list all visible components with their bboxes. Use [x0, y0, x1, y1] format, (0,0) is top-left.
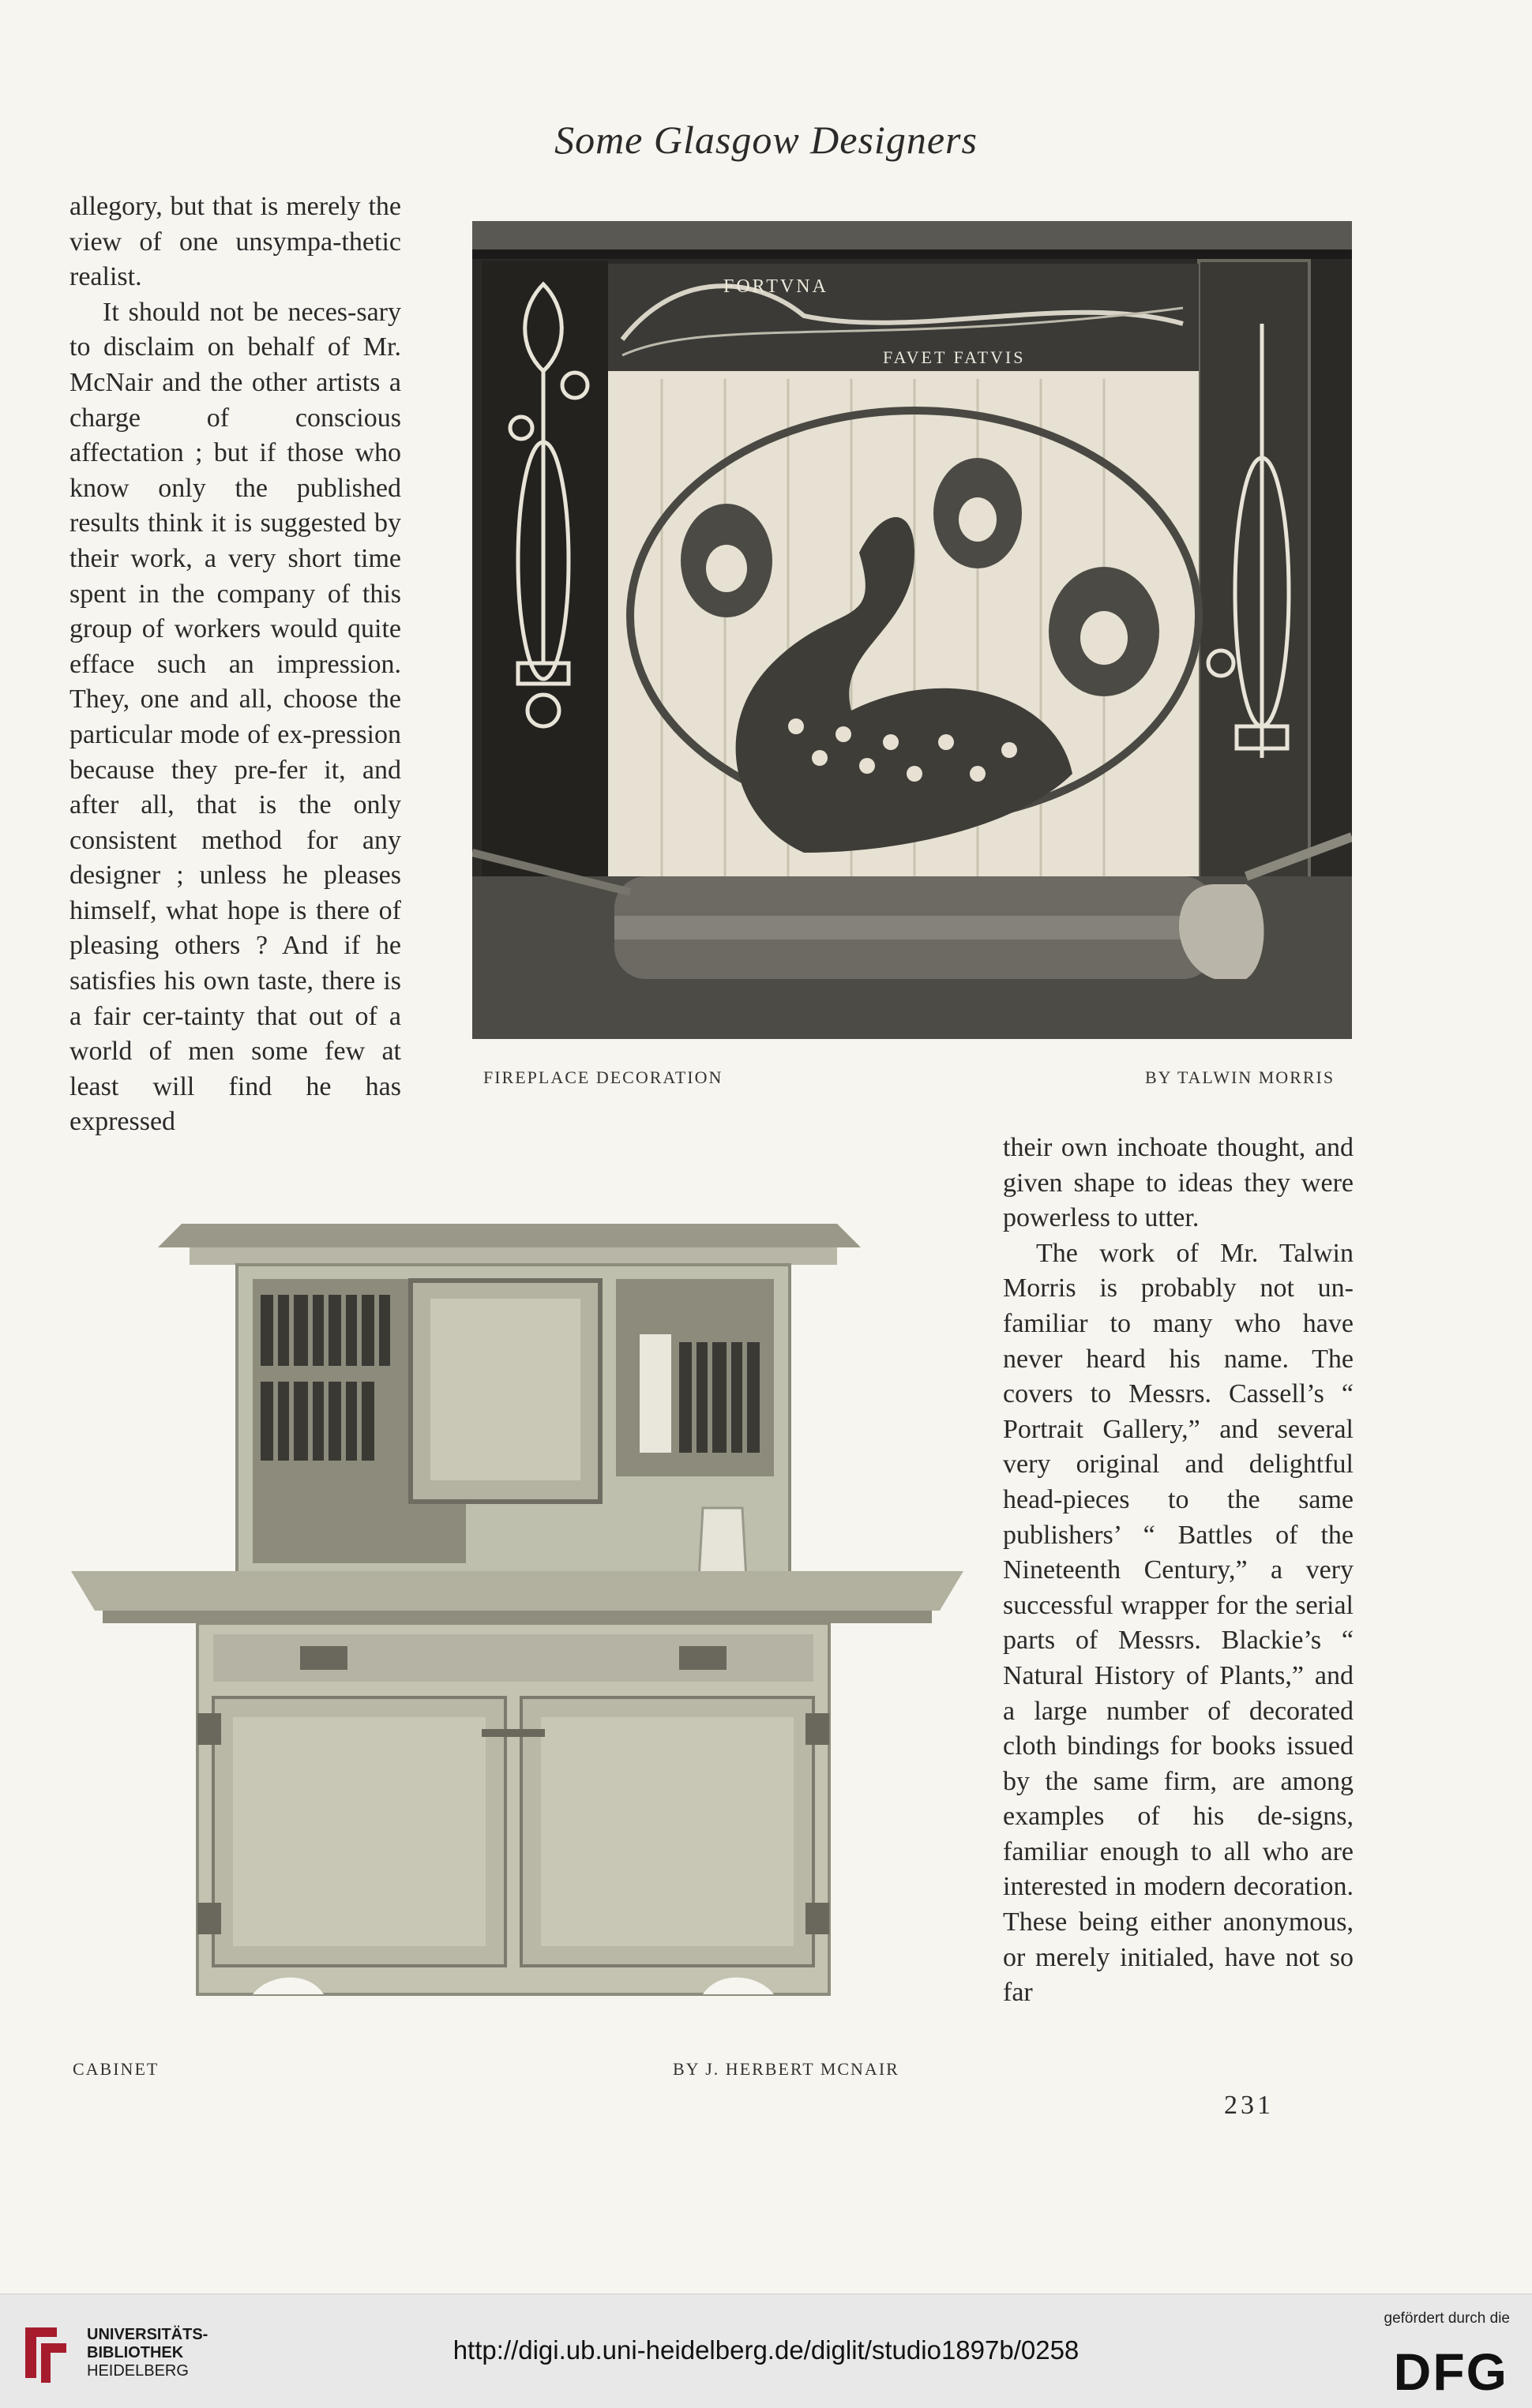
fireplace-decoration-photo — [472, 221, 1352, 1039]
paragraph: their own inchoate thought, and given shape to ideas they were powerless to utter. — [1003, 1133, 1354, 1233]
fireplace-caption-title: FIREPLACE DECORATION — [483, 1067, 723, 1087]
cabinet-caption-credit: BY J. HERBERT MCNAIR — [673, 2059, 899, 2079]
fireplace-caption-credit: BY TALWIN MORRIS — [1145, 1067, 1335, 1087]
library-name-line-2: BIBLIOTHEK — [87, 2344, 184, 2361]
permalink-url[interactable]: http://digi.ub.uni-heidelberg.de/diglit/studio1897b/0258 — [452, 2335, 1080, 2365]
left-text-column — [69, 189, 401, 1140]
cabinet-caption-title: CABINET — [73, 2059, 160, 2079]
library-name-line-3: HEIDELBERG — [87, 2362, 189, 2380]
funded-by-label: gefördert durch die — [1384, 2310, 1510, 2327]
fireplace-inscription-2: FAVET FATVIS — [883, 347, 1026, 367]
cabinet-illustration — [71, 1192, 963, 2029]
running-head: Some Glasgow Designers — [554, 118, 978, 162]
right-text-column — [1003, 1131, 1354, 2011]
fireplace-illustration — [472, 221, 1352, 1039]
paragraph: allegory, but that is merely the view of one unsympa-thetic realist. — [69, 192, 401, 292]
page-number: 231 — [1224, 2091, 1274, 2120]
digitization-footer — [0, 2294, 1532, 2408]
library-name-line-1: UNIVERSITÄTS- — [87, 2326, 208, 2343]
paragraph: The work of Mr. Talwin Morris is probably not un-familiar to many who have never heard his name. The covers to Messrs. Cassell’s “ Portrait Gallery,” and several very original and delightful head-pieces to the same publishers’ “ Battles of the Nineteenth Century,” a very successful wrapper for the serial parts of Messrs. Blackie’s “ Natural History of Plants,” and a large number of decorated cloth bindings for books issued by the same firm, are among examples of his de-signs, familiar enough to all who are interested in modern decoration. These being either anonymous, or merely initialed, have not so far — [1003, 1238, 1354, 2008]
cabinet-photo — [71, 1192, 963, 2029]
paragraph: It should not be neces-sary to disclaim on behalf of Mr. McNair and the other artists a charge of conscious affectation ; but if those who know only the published results think it is suggested by their work, a very short time spent in the company of this group of workers would quite efface such an impression. They, one and all, choose the particular mode of ex-pression because they pre-fer it, and after all, that is the only consistent method for any designer ; unless he pleases himself, what hope is there of pleasing others ? And if he satisfies his own taste, there is a fair cer-tainty that out of a world of men some few at least will find he has expressed — [69, 297, 401, 1137]
fireplace-inscription-1: FORTVNA — [723, 276, 828, 297]
dfg-logo: DFG — [1393, 2342, 1508, 2401]
